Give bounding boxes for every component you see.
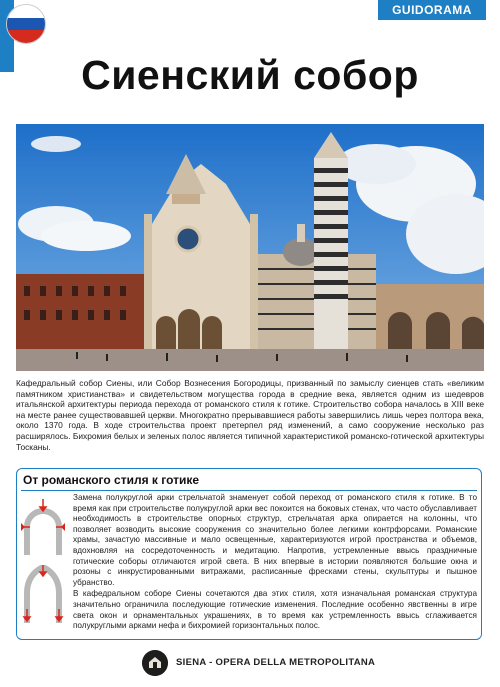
section-divider [21,490,477,491]
section-text [73,493,477,633]
russian-flag-icon [6,4,46,44]
cathedral-photo [16,124,484,371]
footer-label: SIENA - OPERA DELLA METROPOLITANA [176,657,376,668]
intro-paragraph: Кафедральный собор Сиены, или Собор Вознесения Богородицы, призванный по замыслу сиенцев стать «великим памятником христианства» и свидетельством могущества города в средние века, является одним из шедевров итальянской архитектуры периода перехода от романского стиля к готике. Строительство собора началось в XIII веке на месте ранее существовавшей церкви. Многократно прерывавшиеся работы завершились лишь через полтора века, около 1370 года. В ходе строительства проект претерпел ряд изменений, а само сооружение несколько раз расширялось. Бихромия белых и зеленых полос является типичной характеристикой романско-готической архитектуры Тосканы. [16,378,484,452]
round-arch-diagram [21,497,65,557]
pointed-arch-diagram [21,565,65,625]
page-title: Сиенский собор [81,52,419,98]
brand-label: GUIDORAMA [378,0,486,20]
footer [0,650,500,680]
section-paragraph-2: В кафедральном соборе Сиены сочетаются два этих стиля, хотя изначальная романская структура значительно ограничила последующие готические изменения. Последние особенно явственны в игре света окон и орнаментальных украшениях, в то время как устремленность ввысь сглаживается полукруглыми арками нефа и бихромией горизонтальных полос. [73,589,477,631]
style-section-box [16,468,482,640]
section-title: От романского стиля к готике [23,473,200,487]
opera-logo-icon [142,650,168,676]
section-paragraph-1: Замена полукруглой арки стрельчатой знаменует собой переход от романского стиля к готике. В то время как при строительстве полукруглой арки вес покоится на боковых стенах, что часто обуславливает необходимость в строительстве опорных структур, стрельчатая арка опирается на колонны, что позволяет возводить высокие сооружения со значительно более легкими контрфорсами. Романские храмы, зачастую массивные и мало освещенные, характеризуются игрой пространства и объемов, вдохновляя на сосредоточенность и медитацию. Напротив, устремленные ввысь праздничные готические соборы отличаются игрой света. В них впервые в истории появляются большие окна и розоны с инкрустированными витражами, расписанные фресками стены, скульптуры и пышное убранство. [73,493,477,587]
